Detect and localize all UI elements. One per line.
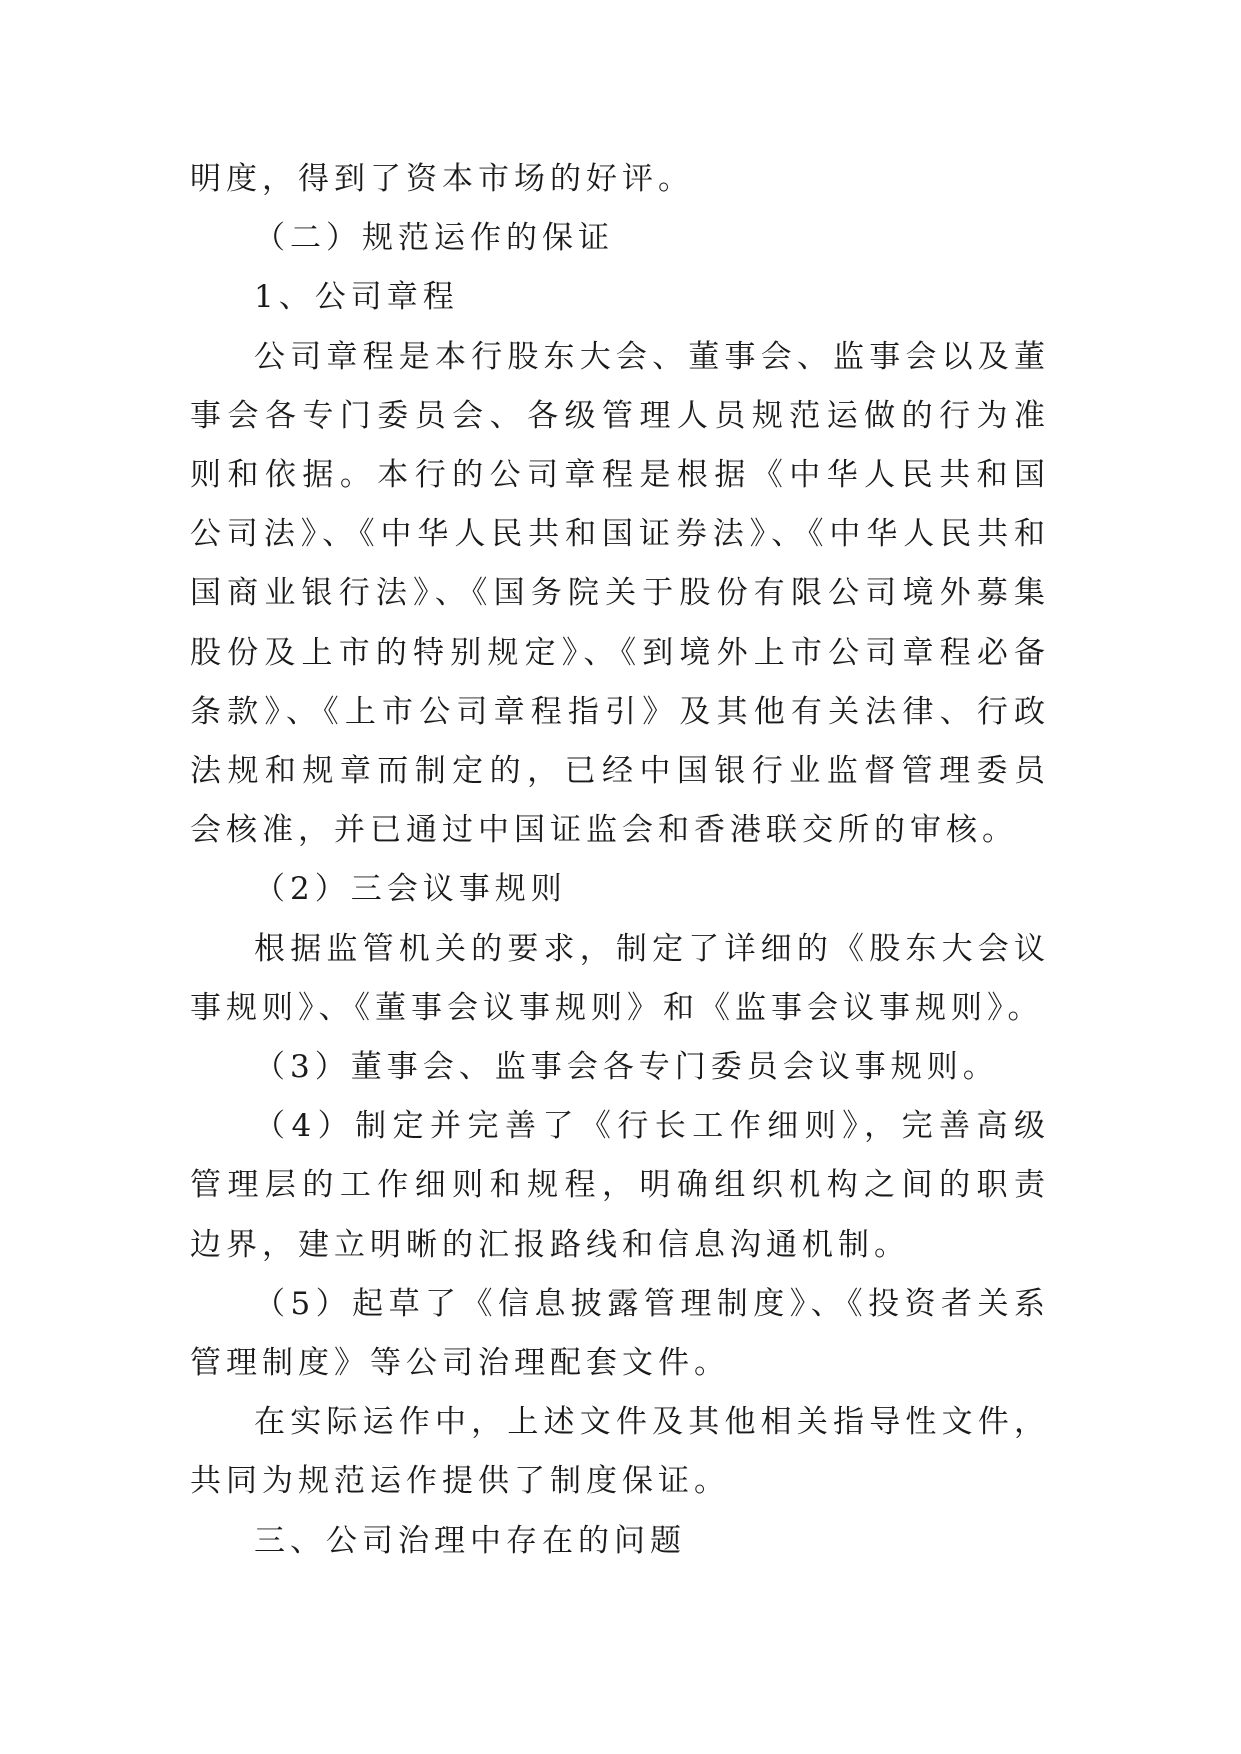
item-president-work-rules: （4）制定并完善了《行长工作细则》，完善高级管理层的工作细则和规程，明确组织机构之间的职责边界，建立明晰的汇报路线和信息沟通机制。 bbox=[190, 1108, 1050, 1263]
section-heading-governance-issues: 三、公司治理中存在的问题 bbox=[254, 1522, 686, 1559]
item-disclosure-policies: （5）起草了《信息披露管理制度》、《投资者关系管理制度》等公司治理配套文件。 bbox=[190, 1285, 1050, 1382]
item-committee-rules: （3）董事会、监事会各专门委员会议事规则。 bbox=[254, 1049, 999, 1086]
paragraph-practice-summary: 在实际运作中，上述文件及其他相关指导性文件，共同为规范运作提供了制度保证。 bbox=[190, 1404, 1050, 1500]
paragraph-continuation: 明度，得到了资本市场的好评。 bbox=[190, 161, 694, 197]
subheading-articles-of-association: 1、公司章程 bbox=[254, 279, 459, 316]
document-page bbox=[190, 150, 1050, 1571]
section-heading-compliance-guarantee: （二）规范运作的保证 bbox=[254, 220, 614, 257]
paragraph-articles-of-association: 公司章程是本行股东大会、董事会、监事会以及董事会各专门委员会、各级管理人员规范运做的行为准则和依据。本行的公司章程是根据《中华人民共和国公司法》、《中华人民共和国证券法》、《中华人民共和国商业银行法》、《国务院关于股份有限公司境外募集股份及上市的特别规定》、《到境外上市公司章程必备条款》、《上市公司章程指引》及其他有关法律、行政法规和规章而制定的，已经中国银行业监督管理委员会核准，并已通过中国证监会和香港联交所的审核。 bbox=[190, 338, 1050, 849]
subheading-meeting-rules: （2）三会议事规则 bbox=[254, 871, 567, 908]
paragraph-meeting-rules: 根据监管机关的要求，制定了详细的《股东大会议事规则》、《董事会议事规则》和《监事会议事规则》。 bbox=[190, 930, 1050, 1026]
